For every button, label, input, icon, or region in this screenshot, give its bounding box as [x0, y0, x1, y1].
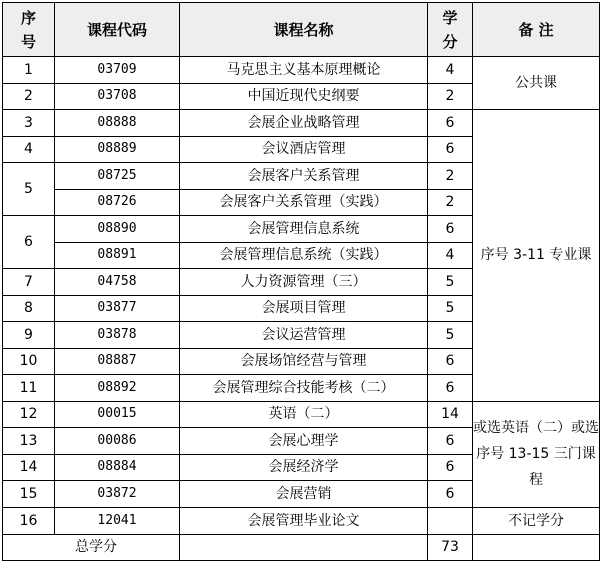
credit-cell: 14 — [428, 401, 473, 428]
code-cell: 08890 — [55, 216, 180, 243]
seq-cell: 7 — [3, 269, 55, 296]
seq-cell: 13 — [3, 428, 55, 455]
credit-cell: 6 — [428, 454, 473, 481]
credit-cell: 2 — [428, 189, 473, 216]
total-label: 总学分 — [3, 534, 180, 561]
course-table — [2, 2, 600, 561]
code-cell: 00086 — [55, 428, 180, 455]
name-cell: 会展管理毕业论文 — [180, 507, 428, 534]
credit-cell: 6 — [428, 216, 473, 243]
header-name: 课程名称 — [180, 3, 428, 57]
seq-cell: 5 — [3, 163, 55, 216]
code-cell: 04758 — [55, 269, 180, 296]
code-cell: 08889 — [55, 136, 180, 163]
table-row — [3, 110, 600, 137]
code-cell: 08891 — [55, 242, 180, 269]
seq-cell: 10 — [3, 348, 55, 375]
code-cell: 08887 — [55, 348, 180, 375]
name-cell: 会议酒店管理 — [180, 136, 428, 163]
header-remark: 备 注 — [473, 3, 600, 57]
credit-cell: 5 — [428, 295, 473, 322]
total-credit: 73 — [428, 534, 473, 561]
seq-cell: 6 — [3, 216, 55, 269]
code-cell: 00015 — [55, 401, 180, 428]
name-cell: 会展场馆经营与管理 — [180, 348, 428, 375]
seq-cell: 8 — [3, 295, 55, 322]
credit-cell: 4 — [428, 57, 473, 84]
total-row — [3, 534, 600, 561]
name-cell: 会展企业战略管理 — [180, 110, 428, 137]
name-cell: 英语（二） — [180, 401, 428, 428]
name-cell: 会展客户关系管理 — [180, 163, 428, 190]
name-cell: 会展管理综合技能考核（二） — [180, 375, 428, 402]
credit-cell: 4 — [428, 242, 473, 269]
name-cell: 会展管理信息系统（实践） — [180, 242, 428, 269]
seq-cell: 12 — [3, 401, 55, 428]
code-cell: 03872 — [55, 481, 180, 508]
name-cell: 会展项目管理 — [180, 295, 428, 322]
code-cell: 08888 — [55, 110, 180, 137]
seq-cell: 11 — [3, 375, 55, 402]
name-cell: 会展管理信息系统 — [180, 216, 428, 243]
header-credit-line1: 学 — [442, 8, 458, 27]
code-cell: 03877 — [55, 295, 180, 322]
code-cell: 08884 — [55, 454, 180, 481]
remark-public: 公共课 — [473, 57, 600, 110]
name-cell: 会展客户关系管理（实践） — [180, 189, 428, 216]
remark-major: 序号 3-11 专业课 — [473, 110, 600, 402]
name-cell: 会展心理学 — [180, 428, 428, 455]
remark-elective: 或选英语（二）或选序号 13-15 三门课程 — [473, 401, 600, 507]
code-cell: 08892 — [55, 375, 180, 402]
seq-cell: 3 — [3, 110, 55, 137]
name-cell: 会展经济学 — [180, 454, 428, 481]
header-seq — [3, 3, 55, 57]
credit-cell: 2 — [428, 83, 473, 110]
credit-cell — [428, 507, 473, 534]
header-credit — [428, 3, 473, 57]
table-row — [3, 401, 600, 428]
seq-cell: 14 — [3, 454, 55, 481]
credit-cell: 6 — [428, 348, 473, 375]
credit-cell: 5 — [428, 322, 473, 349]
code-cell: 12041 — [55, 507, 180, 534]
header-row — [3, 3, 600, 57]
code-cell: 03708 — [55, 83, 180, 110]
credit-cell: 6 — [428, 481, 473, 508]
header-credit-line2: 分 — [442, 32, 458, 51]
seq-cell: 16 — [3, 507, 55, 534]
seq-cell: 2 — [3, 83, 55, 110]
name-cell: 会展营销 — [180, 481, 428, 508]
name-cell: 人力资源管理（三） — [180, 269, 428, 296]
code-cell: 03709 — [55, 57, 180, 84]
name-cell: 会议运营管理 — [180, 322, 428, 349]
total-empty-cell — [180, 534, 428, 561]
remark-no-credit: 不记学分 — [473, 507, 600, 534]
header-seq-line2: 号 — [20, 32, 36, 51]
header-code: 课程代码 — [55, 3, 180, 57]
total-remark-empty — [473, 534, 600, 561]
seq-cell: 15 — [3, 481, 55, 508]
table-row — [3, 57, 600, 84]
credit-cell: 6 — [428, 375, 473, 402]
name-cell: 马克思主义基本原理概论 — [180, 57, 428, 84]
code-cell: 08726 — [55, 189, 180, 216]
credit-cell: 6 — [428, 136, 473, 163]
seq-cell: 1 — [3, 57, 55, 84]
code-cell: 08725 — [55, 163, 180, 190]
credit-cell: 5 — [428, 269, 473, 296]
name-cell: 中国近现代史纲要 — [180, 83, 428, 110]
credit-cell: 6 — [428, 110, 473, 137]
seq-cell: 4 — [3, 136, 55, 163]
header-seq-line1: 序 — [20, 8, 36, 27]
seq-cell: 9 — [3, 322, 55, 349]
code-cell: 03878 — [55, 322, 180, 349]
credit-cell: 2 — [428, 163, 473, 190]
table-row — [3, 507, 600, 534]
credit-cell: 6 — [428, 428, 473, 455]
